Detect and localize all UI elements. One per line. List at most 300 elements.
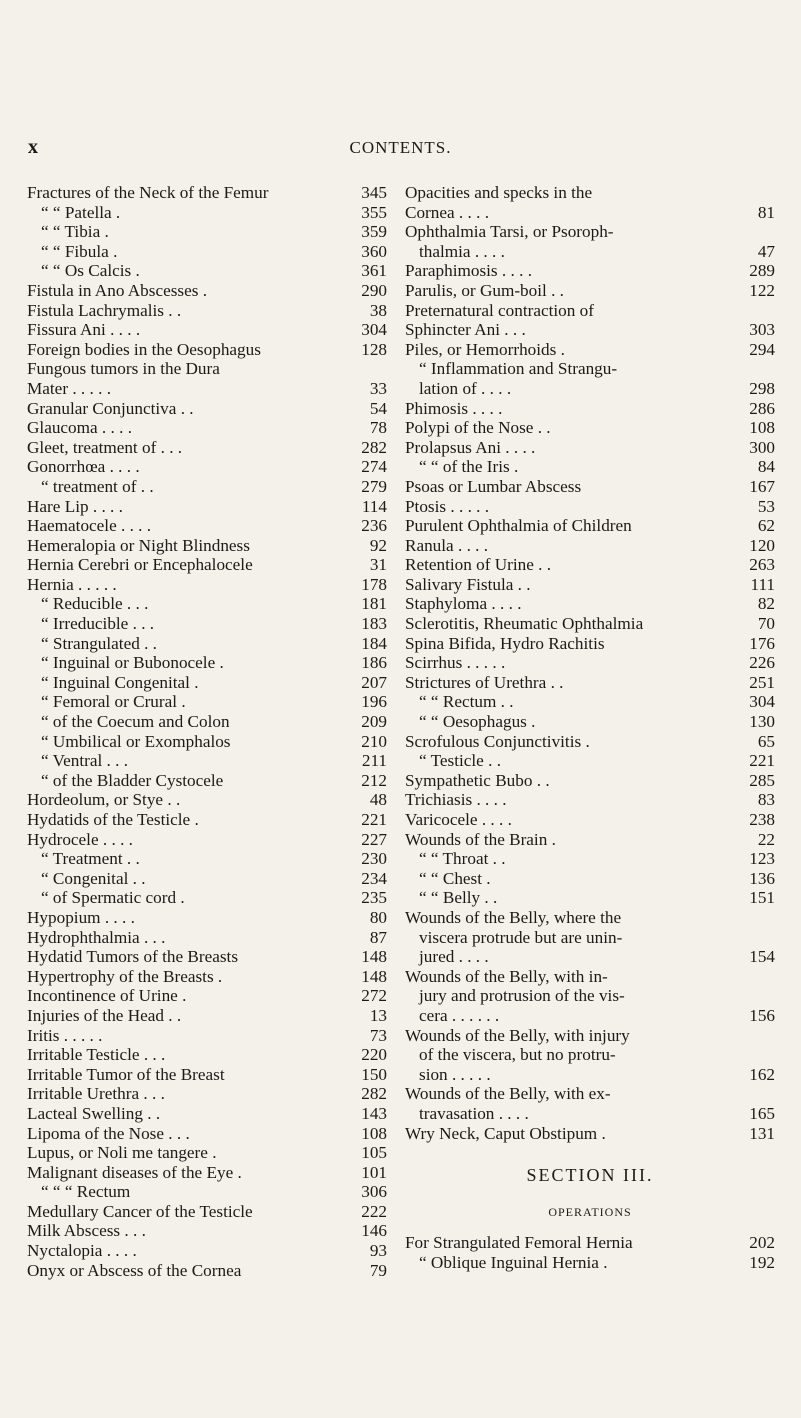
index-entry	[405, 1104, 775, 1124]
entry-page: 289	[749, 261, 775, 281]
index-entry	[405, 516, 775, 536]
index-entry	[27, 1104, 387, 1124]
entry-page: 131	[749, 1123, 775, 1143]
entry-page: 47	[757, 241, 775, 261]
entry-page: 65	[757, 731, 775, 751]
entry-text: Wounds of the Brain .	[405, 829, 556, 849]
entry-text: Hernia . . . . .	[27, 574, 117, 594]
entry-text: “ “ “ Rectum	[41, 1182, 131, 1202]
entry-text: Medullary Cancer of the Testicle	[27, 1201, 253, 1221]
index-entry	[405, 771, 775, 791]
index-entry	[405, 653, 775, 673]
entry-text: Wounds of the Belly, with in-	[405, 966, 608, 986]
entry-text: “ Umbilical or Exomphalos	[41, 731, 231, 751]
index-entry	[27, 888, 387, 908]
entry-page: 230	[361, 849, 387, 869]
entry-text: Fistula Lachrymalis . .	[27, 300, 182, 320]
entry-text: Spina Bifida, Hydro Rachitis	[405, 633, 605, 653]
index-entry	[405, 497, 775, 517]
entry-page: 13	[369, 1005, 387, 1025]
entry-page: 78	[369, 418, 387, 438]
index-entry	[27, 536, 387, 556]
entry-page: 300	[749, 437, 775, 457]
entry-text: Iritis . . . . .	[27, 1025, 103, 1045]
entry-page: 111	[750, 574, 775, 594]
entry-page: 136	[749, 868, 775, 888]
index-entry	[405, 1026, 775, 1046]
index-entry	[405, 751, 775, 771]
entry-text: Hypopium . . . .	[27, 907, 135, 927]
index-entry	[27, 359, 387, 379]
entry-text: Fistula in Ano Abscesses .	[27, 280, 207, 300]
entry-text: “ “ Patella .	[41, 202, 121, 222]
entry-text: jured . . . .	[419, 947, 489, 967]
entry-text: Irritable Testicle . . .	[27, 1045, 166, 1065]
index-entry	[405, 614, 775, 634]
entry-text: For Strangulated Femoral Hernia	[405, 1233, 633, 1253]
index-entry	[27, 222, 387, 242]
entry-text: Wry Neck, Caput Obstipum .	[405, 1123, 606, 1143]
entry-text: Scrofulous Conjunctivitis .	[405, 731, 590, 751]
entry-page: 209	[361, 712, 387, 732]
entry-page: 143	[361, 1103, 387, 1123]
page-number: x	[28, 136, 38, 158]
section-entries	[405, 1233, 775, 1272]
entry-text: Mater . . . . .	[27, 378, 112, 398]
entry-page: 156	[749, 1005, 775, 1025]
entry-page: 54	[369, 398, 387, 418]
entry-text: “ Strangulated . .	[41, 633, 157, 653]
index-entry	[405, 594, 775, 614]
index-entry	[27, 1202, 387, 1222]
index-entry	[405, 320, 775, 340]
index-entry	[405, 301, 775, 321]
entry-text: Purulent Ophthalmia of Children	[405, 516, 632, 536]
entry-text: Hydrophthalmia . . .	[27, 927, 166, 947]
index-entry	[27, 849, 387, 869]
entry-page: 31	[369, 555, 387, 575]
entry-page: 355	[361, 202, 387, 222]
entry-text: “ Inguinal or Bubonocele .	[41, 653, 224, 673]
index-entry	[405, 1233, 775, 1253]
entry-page: 272	[361, 986, 387, 1006]
entry-page: 359	[361, 222, 387, 242]
entry-page: 235	[361, 888, 387, 908]
index-entry	[27, 242, 387, 262]
index-entry	[27, 771, 387, 791]
index-entry	[27, 908, 387, 928]
index-entry	[27, 399, 387, 419]
entry-page: 101	[361, 1162, 387, 1182]
index-entry	[27, 673, 387, 693]
index-entry	[27, 379, 387, 399]
index-entry	[27, 438, 387, 458]
entry-text: Lacteal Swelling . .	[27, 1103, 161, 1123]
section-heading: SECTION III.	[526, 1165, 654, 1186]
entry-page: 202	[749, 1233, 775, 1253]
index-entry	[27, 516, 387, 536]
entry-page: 62	[757, 516, 775, 536]
entry-page: 304	[361, 320, 387, 340]
entry-text: Hernia Cerebri or Encephalocele	[27, 555, 253, 575]
entry-text: Phimosis . . . .	[405, 398, 503, 418]
index-entry	[405, 575, 775, 595]
entry-text: Ophthalmia Tarsi, or Psoroph-	[405, 222, 614, 242]
index-entry	[27, 1006, 387, 1026]
entry-text: Gonorrhœa . . . .	[27, 457, 140, 477]
entry-text: Hydatid Tumors of the Breasts	[27, 947, 239, 967]
entry-page: 192	[749, 1252, 775, 1272]
index-entry	[405, 1084, 775, 1104]
index-entry	[405, 536, 775, 556]
entry-page: 33	[369, 378, 387, 398]
entry-text: Trichiasis . . . .	[405, 790, 507, 810]
entry-page: 184	[361, 633, 387, 653]
entry-text: Foreign bodies in the Oesophagus	[27, 339, 261, 359]
entry-page: 162	[749, 1064, 775, 1084]
index-entry	[405, 928, 775, 948]
entry-text: Staphyloma . . . .	[405, 594, 522, 614]
entry-text: Sclerotitis, Rheumatic Ophthalmia	[405, 614, 644, 634]
entry-page: 53	[757, 496, 775, 516]
entry-page: 303	[749, 320, 775, 340]
entry-text: “ Treatment . .	[41, 849, 140, 869]
entry-text: Lipoma of the Nose . . .	[27, 1123, 190, 1143]
index-entry	[27, 986, 387, 1006]
entry-page: 251	[749, 672, 775, 692]
entry-text: Varicocele . . . .	[405, 810, 512, 829]
entry-page: 83	[757, 790, 775, 810]
index-entry	[27, 497, 387, 517]
index-entry	[27, 1261, 387, 1281]
entry-page: 279	[361, 476, 387, 496]
entry-text: “ Oblique Inguinal Hernia .	[419, 1252, 608, 1272]
entry-text: “ “ Throat . .	[419, 849, 506, 869]
entry-text: Onyx or Abscess of the Cornea	[27, 1260, 242, 1280]
index-entry	[405, 1065, 775, 1085]
index-entry	[405, 692, 775, 712]
entry-page: 80	[369, 907, 387, 927]
entry-text: Opacities and specks in the	[405, 183, 593, 202]
entry-page: 120	[749, 535, 775, 555]
index-entry	[405, 203, 775, 223]
entry-page: 79	[369, 1260, 387, 1280]
entry-text: “ “ Fibula .	[41, 241, 118, 261]
entry-text: “ “ Oesophagus .	[419, 712, 536, 732]
index-entry	[405, 790, 775, 810]
index-entry	[27, 634, 387, 654]
index-entry	[405, 1006, 775, 1026]
entry-text: Scirrhus . . . . .	[405, 653, 506, 673]
index-entry	[27, 967, 387, 987]
entry-page: 181	[361, 594, 387, 614]
entry-page: 238	[749, 810, 775, 829]
entry-text: jury and protrusion of the vis-	[419, 986, 625, 1006]
entry-text: Lupus, or Noli me tangere .	[27, 1143, 217, 1163]
entry-text: Incontinence of Urine .	[27, 986, 187, 1006]
entry-text: Parulis, or Gum-boil . .	[405, 280, 564, 300]
entry-page: 183	[361, 614, 387, 634]
index-entry	[405, 810, 775, 830]
entry-text: “ “ of the Iris .	[419, 457, 519, 477]
entry-text: Strictures of Urethra . .	[405, 672, 564, 692]
entry-page: 212	[361, 770, 387, 790]
index-entry	[405, 418, 775, 438]
index-entry	[405, 1124, 775, 1144]
index-entry	[27, 340, 387, 360]
index-entry	[405, 379, 775, 399]
entry-page: 234	[361, 868, 387, 888]
entry-page: 221	[361, 810, 387, 829]
entry-page: 304	[749, 692, 775, 712]
index-entry	[405, 1253, 775, 1273]
entry-page: 298	[749, 378, 775, 398]
index-entry	[405, 888, 775, 908]
entry-page: 148	[361, 947, 387, 967]
index-entry	[27, 1084, 387, 1104]
entry-page: 222	[361, 1201, 387, 1221]
entry-text: thalmia . . . .	[419, 241, 505, 261]
entry-text: “ Femoral or Crural .	[41, 692, 186, 712]
entry-text: “ Irreducible . . .	[41, 614, 155, 634]
entry-text: Sphincter Ani . . .	[405, 320, 526, 340]
index-entry	[27, 1182, 387, 1202]
index-entry	[27, 1045, 387, 1065]
index-entry	[27, 790, 387, 810]
entry-page: 274	[361, 457, 387, 477]
entry-text: “ Reducible . . .	[41, 594, 149, 614]
index-entry	[27, 575, 387, 595]
entry-page: 114	[361, 496, 387, 516]
entry-page: 290	[361, 280, 387, 300]
entry-page: 221	[749, 751, 775, 771]
index-entry	[27, 418, 387, 438]
index-entry	[27, 732, 387, 752]
entry-text: cera . . . . . .	[419, 1005, 500, 1025]
entry-page: 220	[361, 1045, 387, 1065]
entry-text: “ “ Chest .	[419, 868, 491, 888]
entry-text: “ of the Bladder Cystocele	[41, 770, 224, 790]
index-entry	[27, 751, 387, 771]
entry-page: 361	[361, 261, 387, 281]
entry-page: 22	[757, 829, 775, 849]
entry-text: Hare Lip . . . .	[27, 496, 123, 516]
entry-text: Glaucoma . . . .	[27, 418, 133, 438]
index-entry	[405, 830, 775, 850]
entry-text: Fractures of the Neck of the Femur	[27, 183, 269, 202]
index-entry	[405, 457, 775, 477]
index-entry	[27, 477, 387, 497]
entry-page: 167	[749, 476, 775, 496]
index-entry	[27, 1026, 387, 1046]
entry-page: 196	[361, 692, 387, 712]
entry-page: 146	[361, 1221, 387, 1241]
entry-page: 151	[749, 888, 775, 908]
entry-page: 294	[749, 339, 775, 359]
entry-page: 150	[361, 1064, 387, 1084]
entry-page: 207	[361, 672, 387, 692]
index-entry	[27, 183, 387, 203]
entry-page: 210	[361, 731, 387, 751]
index-entry	[27, 261, 387, 281]
entry-page: 148	[361, 966, 387, 986]
index-entry	[405, 849, 775, 869]
entry-text: travasation . . . .	[419, 1103, 529, 1123]
index-entry	[405, 281, 775, 301]
index-entry	[27, 830, 387, 850]
index-entry	[27, 869, 387, 889]
entry-text: Preternatural contraction of	[405, 300, 594, 320]
index-entry	[27, 594, 387, 614]
entry-text: Salivary Fistula . .	[405, 574, 531, 594]
entry-page: 282	[361, 1084, 387, 1104]
entry-text: Malignant diseases of the Eye .	[27, 1162, 242, 1182]
entry-text: “ Inflammation and Strangu-	[419, 359, 618, 379]
entry-page: 154	[749, 947, 775, 967]
entry-text: Paraphimosis . . . .	[405, 261, 532, 281]
entry-text: Wounds of the Belly, with injury	[405, 1025, 630, 1045]
entry-page: 211	[361, 751, 387, 771]
index-entry	[405, 712, 775, 732]
page-header	[0, 136, 801, 160]
index-entry	[27, 320, 387, 340]
index-entry	[405, 261, 775, 281]
index-entry	[405, 673, 775, 693]
index-entry	[405, 477, 775, 497]
right-column-entries	[405, 183, 775, 1143]
entry-text: sion . . . . .	[419, 1064, 491, 1084]
entry-text: Granular Conjunctiva . .	[27, 398, 194, 418]
entry-page: 123	[749, 849, 775, 869]
entry-text: lation of . . . .	[419, 378, 512, 398]
index-entry	[27, 555, 387, 575]
entry-text: Fungous tumors in the Dura	[27, 359, 220, 379]
index-entry	[405, 183, 775, 203]
index-entry	[27, 810, 387, 830]
entry-text: Fissura Ani . . . .	[27, 320, 141, 340]
index-entry	[405, 359, 775, 379]
entry-text: Hypertrophy of the Breasts .	[27, 966, 223, 986]
entry-page: 165	[749, 1103, 775, 1123]
index-entry	[27, 301, 387, 321]
entry-text: Wounds of the Belly, where the	[405, 907, 622, 927]
entry-page: 92	[369, 535, 387, 555]
index-entry	[405, 967, 775, 987]
entry-text: Hydatids of the Testicle .	[27, 810, 199, 829]
index-entry	[27, 1241, 387, 1261]
entry-text: Irritable Tumor of the Breast	[27, 1064, 225, 1084]
index-entry	[27, 692, 387, 712]
entry-text: “ treatment of . .	[41, 476, 154, 496]
index-entry	[27, 457, 387, 477]
index-entry	[405, 986, 775, 1006]
entry-page: 82	[757, 594, 775, 614]
entry-page: 130	[749, 712, 775, 732]
entry-text: Milk Abscess . . .	[27, 1221, 146, 1241]
entry-text: Nyctalopia . . . .	[27, 1241, 137, 1261]
entry-page: 227	[361, 829, 387, 849]
index-entry	[27, 947, 387, 967]
entry-page: 360	[361, 241, 387, 261]
entry-text: Haematocele . . . .	[27, 516, 152, 536]
entry-text: “ “ Os Calcis .	[41, 261, 140, 281]
entry-text: “ Testicle . .	[419, 751, 502, 771]
entry-text: Polypi of the Nose . .	[405, 418, 551, 438]
entry-text: Hordeolum, or Stye . .	[27, 790, 181, 810]
entry-page: 122	[749, 280, 775, 300]
entry-page: 73	[369, 1025, 387, 1045]
entry-text: “ “ Rectum . .	[419, 692, 514, 712]
entry-text: viscera protrude but are unin-	[419, 927, 623, 947]
entry-page: 176	[749, 633, 775, 653]
index-entry	[27, 712, 387, 732]
index-entry	[405, 908, 775, 928]
entry-page: 306	[361, 1182, 387, 1202]
entry-text: “ Congenital . .	[41, 868, 146, 888]
entry-text: Hydrocele . . . .	[27, 829, 133, 849]
index-entry	[405, 222, 775, 242]
page-title: CONTENTS.	[349, 138, 452, 157]
entry-text: Injuries of the Head . .	[27, 1005, 182, 1025]
entry-page: 84	[757, 457, 775, 477]
index-entry	[27, 928, 387, 948]
entry-page: 226	[749, 653, 775, 673]
entry-page: 285	[749, 770, 775, 790]
index-entry	[405, 947, 775, 967]
index-entry	[405, 340, 775, 360]
index-entry	[27, 1143, 387, 1163]
entry-text: Gleet, treatment of . . .	[27, 437, 183, 457]
entry-page: 286	[749, 398, 775, 418]
entry-page: 178	[361, 574, 387, 594]
entry-page: 105	[361, 1143, 387, 1163]
entry-text: Irritable Urethra . . .	[27, 1084, 165, 1104]
index-entry	[27, 203, 387, 223]
entry-text: Piles, or Hemorrhoids .	[405, 339, 565, 359]
entry-text: Psoas or Lumbar Abscess	[405, 476, 582, 496]
index-entry	[27, 1124, 387, 1144]
index-entry	[27, 281, 387, 301]
entry-page: 81	[757, 202, 775, 222]
index-entry	[405, 242, 775, 262]
entry-text: of the viscera, but no protru-	[419, 1045, 616, 1065]
entry-page: 48	[369, 790, 387, 810]
entry-page: 87	[369, 927, 387, 947]
left-column	[27, 183, 387, 1280]
entry-text: Retention of Urine . .	[405, 555, 552, 575]
entry-text: “ Inguinal Congenital .	[41, 672, 199, 692]
entry-text: “ Ventral . . .	[41, 751, 129, 771]
entry-page: 345	[361, 183, 387, 202]
entry-page: 128	[361, 339, 387, 359]
entry-text: “ “ Belly . .	[419, 888, 498, 908]
entry-page: 70	[757, 614, 775, 634]
index-entry	[27, 1221, 387, 1241]
entry-page: 93	[369, 1241, 387, 1261]
index-entry	[27, 614, 387, 634]
index-entry	[405, 732, 775, 752]
entry-page: 108	[749, 418, 775, 438]
index-entry	[405, 869, 775, 889]
entry-page: 108	[361, 1123, 387, 1143]
entry-text: Prolapsus Ani . . . .	[405, 437, 536, 457]
entry-page: 38	[369, 300, 387, 320]
entry-text: Sympathetic Bubo . .	[405, 770, 550, 790]
entry-text: Cornea . . . .	[405, 202, 490, 222]
entry-page: 282	[361, 437, 387, 457]
entry-text: “ “ Tibia .	[41, 222, 109, 242]
index-entry	[405, 438, 775, 458]
